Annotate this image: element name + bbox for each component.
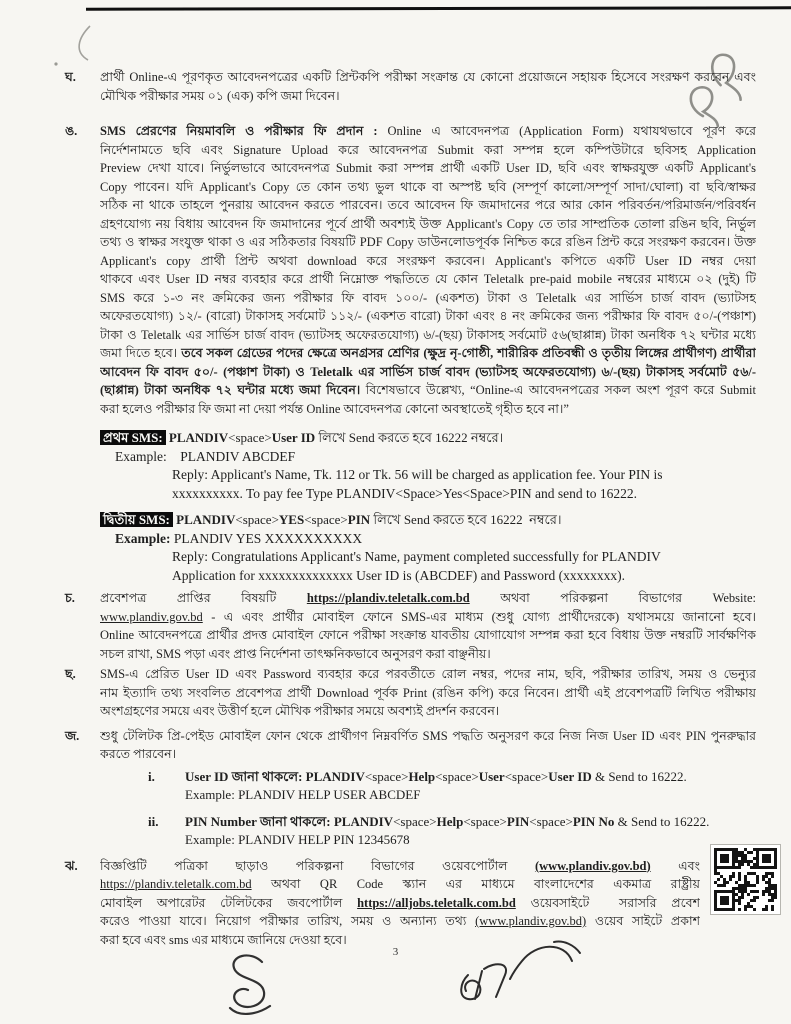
text-segment: Applicant's copy প্রার্থী প্রিন্ট অথবা download করে সংরক্ষণ করবেন। Applicant's কপিতে একটি User ID নম্বর দেয়া — [100, 253, 756, 268]
url-text: https://plandiv.teletalk.com.bd — [100, 877, 252, 891]
text-line — [100, 122, 756, 141]
text-segment: <space> — [235, 512, 279, 527]
text-line — [100, 326, 756, 345]
text-segment: নাম ইত্যাদি তথ্য সংবলিত প্রবেশপত্র প্রার্থী Download পূর্বক Print (রঙিন কপি) করে নিবেন। প্রার্থী এই প্রবেশপত্রটি লিখিত পরীক্ষায় — [100, 685, 756, 700]
text-segment: শুধু টেলিটক প্রি-পেইড মোবাইল ফোন থেকে প্রার্থীগণ নিম্নবর্ণিত SMS পদ্ধতি অনুসরণ করে নিজ নিজ User ID এবং PIN পুনরুদ্ধার — [100, 728, 756, 743]
text-segment: PIN Number জানা থাকলে: — [185, 813, 334, 829]
text-segment: মোবাইল অপারেটর টেলিটকের জবপোর্টাল — [100, 895, 358, 910]
sms-first — [100, 429, 756, 448]
section-marker: ঘ. — [65, 70, 76, 84]
text-line — [100, 363, 756, 382]
text-segment: <space> — [393, 813, 437, 829]
text-line — [100, 702, 756, 721]
section-marker: ঙ. — [65, 124, 78, 138]
text-segment: সঠিক না থাকে তাহলে পুনরায় আবেদন করতে পারবেন। তবে আবেদন ফি জমাদানের পরে আর কোন পরিবর্তন/পরিমার্জন/পরিবর্ধন — [100, 198, 756, 212]
text-segment: গ্রহণযোগ্য নয় বিধায় আবেদন ফি জমাদানের পূর্বে প্রার্থী অবশ্যই উক্ত Applicant's Copy তে তার সাম্প্রতিক তোলা রঙিন ছবি, নির্ভুল — [100, 216, 756, 231]
text-segment: SMS-এ প্রেরিত User ID এবং Password ব্যবহার করে পরবর্তীতে রোল নম্বর, পদের নাম, ছবি, পরীক্ষার তারিখ, সময় ও ভেন্যুর — [100, 667, 756, 681]
text-line — [100, 745, 756, 764]
text-segment: অংশগ্রহণের সময়ে এবং উত্তীর্ণ হলে মৌখিক পরীক্ষার সময়ে অবশ্যই প্রদর্শন করবেন। — [100, 704, 500, 718]
section-chha — [65, 665, 756, 721]
signature-right — [420, 933, 590, 1023]
text-segment: Online আবেদনপত্রে প্রার্থীর প্রদত্ত মোবাইল ফোনে পরীক্ষা সংক্রান্ত যাবতীয় যোগাযোগ সম্পন্ন করা হবে বিধায় উক্ত নম্বরটি সার্বক্ষণিক — [100, 628, 756, 642]
text-segment: Preview দেখা যাবে। নির্ভুলভাবে আবেদনপত্র Submit করা সম্পন্ন প্রার্থী একটি User ID, ছবি এবং স্বাক্ষরযুক্ত একটি Applicant's — [100, 161, 756, 175]
text-segment: User ID — [548, 768, 592, 784]
text-line — [172, 567, 756, 586]
text-line — [100, 589, 756, 608]
text-line — [100, 894, 700, 913]
text-segment: প্রার্থী Online-এ পূরণকৃত আবেদনপত্রের একটি প্রিন্টকপি পরীক্ষা সংক্রান্ত যে কোনো প্রয়োজনে সহায়ক হিসেবে সংরক্ষণ করবেন এবং — [100, 70, 756, 84]
text-segment: টাকা ও Teletalk এর সার্ভিস চার্জ বাবদ (ভ্যাটসহ অফেরতযোগ্য) ৬/-(ছয়) টাকাসহ সর্বমোট ৫৬(ছাপ্পান্ন) টাকা অনধিক ৭২ ঘন্টার মধ্যে — [100, 327, 756, 342]
qr-code — [710, 844, 781, 915]
text-line — [100, 727, 756, 746]
text-line — [100, 252, 756, 271]
section-marker: ii. — [148, 813, 159, 829]
list-item-ii — [148, 813, 756, 832]
text-segment: <space> — [435, 768, 479, 784]
text-segment: YES — [278, 512, 305, 527]
text-segment: PLANDIV YES XXXXXXXXXX — [170, 530, 363, 546]
text-line — [115, 530, 756, 549]
text-segment: User — [478, 768, 505, 784]
sms-second-example — [115, 530, 756, 549]
text-line — [100, 344, 756, 363]
text-line — [115, 448, 756, 467]
sms-second-reply — [172, 548, 756, 585]
text-segment: করা হলেও পরীক্ষার ফি জমা না দেয়া পর্যন্ত Online আবেদনপত্র কোনো অবস্থাতেই গৃহীত হবে না।” — [100, 401, 569, 416]
text-line — [100, 178, 756, 197]
section-marker: i. — [148, 768, 155, 784]
text-segment: PLANDIV — [168, 430, 229, 445]
text-segment: <space> — [463, 813, 507, 829]
text-segment: লিখে Send করতে হবে 16222 নম্বরে। — [315, 430, 504, 445]
text-segment: এবং — [650, 858, 700, 873]
text-line — [100, 159, 756, 178]
text-line — [100, 511, 756, 530]
text-line — [100, 429, 756, 448]
text-segment: SMS প্রেরণের নিয়মাবলি ও পরীক্ষার ফি প্রদান : — [100, 124, 378, 138]
text-segment: অথবা পরিকল্পনা বিভাগের Website: — [469, 591, 756, 605]
text-segment: আবেদন ফি বাবদ ৫০/- (পঞ্চাশ টাকা) ও Teletalk এর সার্ভিস চার্জ বাবদ (ভ্যাটসহ অফেরতযোগ্য) ৬/-(ছয়) টাকাসহ সর্বমোট ৫৬/- — [100, 364, 756, 379]
text-segment: থাকবে এবং User ID নম্বর ব্যবহার করে প্রার্থী নিম্নোক্ত পদ্ধতিতে যে কোন Teletalk pre-paid mobile নম্বরের মাধ্যমে ০২ (দুই) টি — [100, 272, 756, 286]
text-line — [100, 626, 756, 645]
section-marker: ঝ. — [65, 858, 78, 873]
text-line — [100, 233, 756, 252]
text-line — [100, 87, 756, 106]
text-segment: Example: — [115, 530, 171, 546]
text-line — [100, 875, 700, 894]
text-line — [100, 912, 700, 931]
list-item-i — [148, 768, 756, 787]
text-segment: Example: PLANDIV HELP PIN 12345678 — [185, 832, 410, 847]
text-segment: <space> — [364, 768, 409, 784]
text-segment: করতে পারবেন। — [100, 747, 177, 761]
text-segment: করা হবে এবং sms এর মাধ্যমে জানিয়ে দেওয়া হবে। — [100, 932, 347, 947]
section-marker: জ. — [65, 728, 80, 743]
text-segment: SMS করে ১-৩ নং ক্রমিকের জন্য পরীক্ষার ফি বাবদ ১০০/- (একশত) টাকা ও Teletalk এর সার্ভিস চার্জ বাবদ (ভ্যাটসহ — [100, 290, 756, 305]
text-segment: Example: PLANDIV ABCDEF — [115, 448, 296, 464]
text-line — [100, 665, 756, 684]
text-segment: Help — [408, 768, 436, 784]
text-line — [100, 196, 756, 215]
url-text: (www.plandiv.gov.bd) — [534, 858, 651, 873]
text-line — [100, 684, 756, 703]
text-line — [100, 307, 756, 326]
text-line — [100, 857, 700, 876]
text-segment: Application for xxxxxxxxxxxxxx User ID is (ABCDEF) and Password (xxxxxxxx). — [172, 567, 625, 583]
text-segment: <space> — [304, 512, 348, 527]
text-segment: বিজ্ঞপ্তিটি পত্রিকা ছাড়াও পরিকল্পনা বিভাগের ওয়েবপোর্টাল — [100, 858, 535, 873]
text-segment: Help — [436, 813, 464, 829]
text-line — [100, 141, 756, 160]
sms-second — [100, 511, 756, 530]
text-segment: PIN No — [572, 813, 615, 829]
text-line — [100, 215, 756, 234]
text-segment: অফেরতযোগ্য) ১২/- (বারো) টাকাসহ সর্বমোট ১১২/- (একশত বারো) টাকা এবং ৪ নং ক্রমিকের জন্য পরীক্ষার ফি বাবদ ৫০/-(পঞ্চাশ) — [100, 309, 756, 323]
text-segment: User ID — [271, 430, 316, 445]
text-segment: অথবা QR Code স্ক্যান এর মাধ্যমে বাংলাদেশের একমাত্র রাষ্ট্রীয় — [251, 877, 700, 891]
section-cha — [65, 589, 756, 663]
text-line — [185, 786, 756, 805]
text-line — [172, 548, 756, 567]
text-segment: মৌখিক পরীক্ষার সময় ০১ (এক) কপি জমা দিবেন। — [100, 88, 340, 103]
signature-left — [200, 948, 320, 1024]
text-segment: PLANDIV — [176, 512, 236, 527]
text-segment: বিশেষভাবে উল্লেখ্য, “Online-এ আবেদনপত্রের সকল অংশ পূরণ করে Submit — [360, 383, 756, 397]
text-segment: PLANDIV — [305, 768, 365, 784]
text-segment: Online এ আবেদনপত্র (Application Form) যথাযথভাবে পূরণ করে — [377, 124, 756, 138]
text-line — [100, 608, 756, 627]
list-item-i-example — [185, 786, 756, 805]
text-segment: Reply: Congratulations Applicant's Name, payment completed successfully for PLANDIV — [172, 549, 661, 564]
text-line — [100, 645, 756, 664]
text-segment: প্রবেশপত্র প্রাপ্তির বিষয়টি — [100, 591, 307, 605]
text-segment: তথ্য ও স্বাক্ষর সংযুক্ত থাকা ও এর সঠিকতার বিষয়টি PDF Copy ডাউনলোডপূর্বক নিশ্চিত করে রঙিন প্রিন্ট করে সংরক্ষণ করবেন। উক্ত — [100, 235, 756, 249]
text-segment: নির্দেশনামতে ছবি এবং Signature Upload করে আবেদনপত্র Submit করা সম্পন্ন হলে কম্পিউটারে ছবিসহ Application — [100, 142, 756, 157]
url-text: https://plandiv.teletalk.com.bd — [306, 591, 470, 605]
sms-step-label: দ্বিতীয় SMS: — [100, 512, 173, 527]
scan-edge-line — [86, 6, 791, 10]
text-segment: Example: PLANDIV HELP USER ABCDEF — [185, 787, 421, 802]
sms-first-example — [115, 448, 756, 467]
text-segment: PLANDIV — [333, 813, 394, 829]
text-line — [100, 270, 756, 289]
text-segment: xxxxxxxxxx. To pay fee Type PLANDIV<Space>Yes<Space>PIN and send to 16222. — [172, 485, 638, 501]
text-line — [172, 466, 756, 485]
text-segment: (ছাপ্পান্ন) টাকা অনধিক ৭২ ঘন্টার মধ্যে জমা দিবেন। — [100, 383, 361, 397]
text-line — [185, 831, 756, 850]
text-line — [100, 381, 756, 400]
text-segment: PIN — [347, 512, 371, 527]
text-segment: - এ এবং প্রার্থীর মোবাইল ফোনে SMS-এর মাধ্যম (শুধু যোগ্য প্রার্থীদেরকে) যথাসময়ে জানানো হবে। — [202, 609, 756, 624]
text-line — [185, 813, 756, 832]
section-marker: চ. — [65, 591, 75, 605]
text-segment: জমা দিতে হবে। — [100, 346, 182, 360]
text-line — [100, 400, 756, 419]
text-segment: তবে সকল গ্রেডের পদের ক্ষেত্রে অনগ্রসর শ্রেণির (ক্ষুদ্র নৃ-গোষ্ঠী, শারীরিক প্রতিবন্ধী ও তৃতীয় লিঙ্গের প্রার্থীগণ) প্রার্থীরা — [181, 346, 756, 360]
text-line — [172, 485, 756, 504]
text-line — [100, 289, 756, 308]
text-segment: <space> — [529, 813, 573, 829]
text-segment: সচল রাখা, SMS পড়া এবং প্রাপ্ত নির্দেশনা তাৎক্ষনিকভাবে অনুসরণ করা বাঞ্ছনীয়। — [100, 646, 491, 661]
text-segment: PIN — [506, 813, 530, 829]
section-ja — [65, 727, 756, 764]
sms-step-label: প্রথম SMS: — [100, 430, 166, 445]
url-text: www.plandiv.gov.bd — [100, 609, 203, 624]
section-marker: ছ. — [65, 667, 76, 681]
text-segment: Copy পাবেন। যদি Applicant's Copy তে কোন তথ্য ভুল থাকে বা অস্পষ্ট ছবি (সম্পূর্ণ কালো/সম্পূর্ণ সাদা/ঘোলা) বা ছবি/স্বাক্ষর — [100, 179, 756, 194]
text-segment: & Send to 16222. — [614, 813, 710, 829]
section-gha — [65, 68, 756, 105]
text-segment: User ID জানা থাকলে: — [185, 768, 306, 784]
text-line — [100, 68, 756, 87]
list-item-ii-example — [185, 831, 756, 850]
text-line — [185, 768, 756, 787]
section-ngo — [65, 122, 756, 418]
text-segment: লিখে Send করতে হবে 16222 নম্বরে। — [370, 512, 562, 527]
text-segment: ওয়েব সাইটে প্রকাশ — [586, 914, 700, 928]
sms-first-reply — [172, 466, 756, 503]
text-segment: <space> — [504, 768, 549, 784]
url-text: https://alljobs.teletalk.com.bd — [357, 895, 516, 910]
page-number: 3 — [392, 946, 399, 958]
doc-body — [65, 68, 756, 949]
text-segment: ওয়েবসাইটে সরাসরি প্রবেশ — [515, 895, 700, 910]
url-text: (www.plandiv.gov.bd) — [475, 914, 587, 928]
text-segment: & Send to 16222. — [591, 768, 687, 784]
text-segment: <space> — [228, 430, 272, 445]
text-segment: করেও পাওয়া যাবে। নিয়োগ পরীক্ষার তারিখ, সময় ও অন্যান্য তথ্য — [100, 914, 476, 928]
text-segment: Reply: Applicant's Name, Tk. 112 or Tk. 56 will be charged as application fee. Your PIN is — [172, 467, 663, 482]
